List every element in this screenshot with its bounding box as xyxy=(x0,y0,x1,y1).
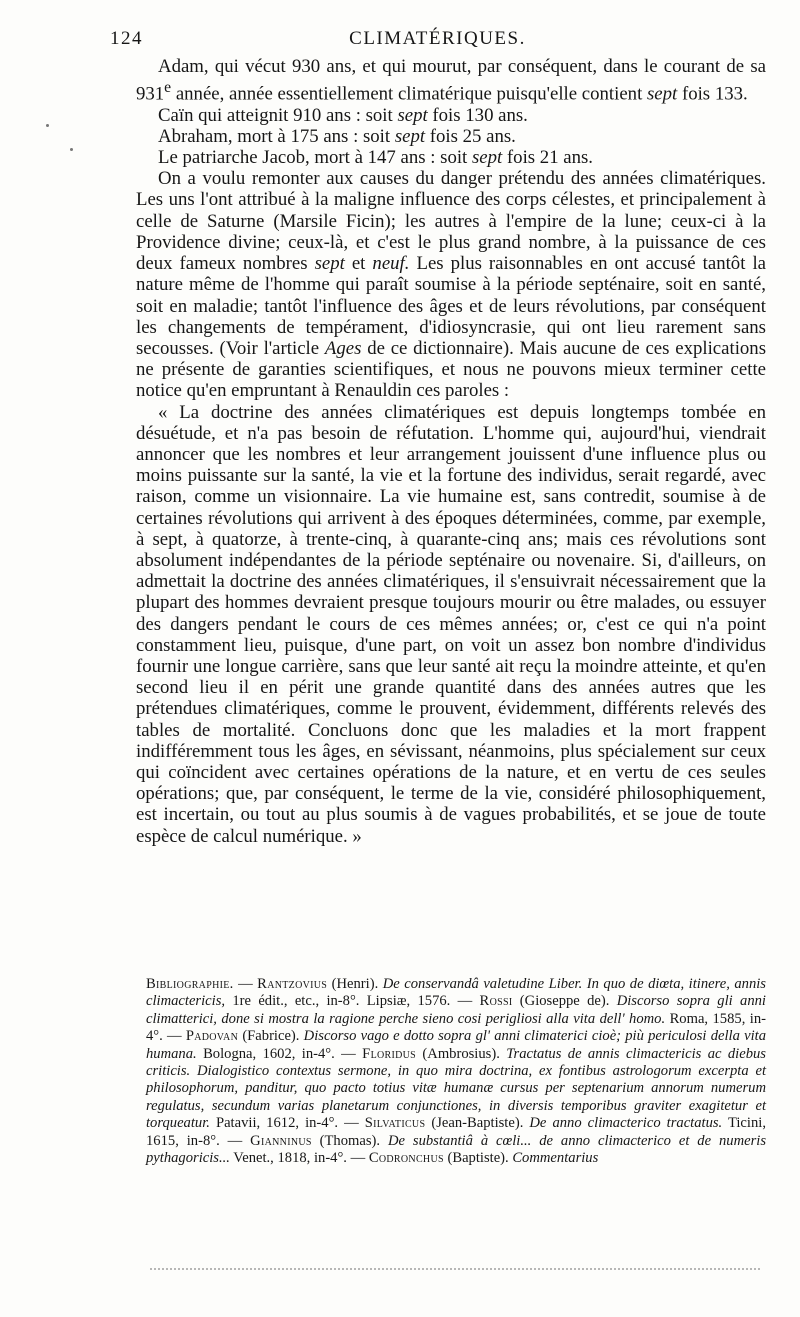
paragraph-adam: Adam, qui vécut 930 ans, et qui mourut, par conséquent, dans le courant de sa 931e année, année essentiellement climatérique puisqu'elle contient sept fois 133. xyxy=(136,56,766,105)
margin-speck xyxy=(46,124,49,127)
paragraph-cain: Caïn qui atteignit 910 ans : soit sept fois 130 ans. xyxy=(158,104,528,126)
page-header xyxy=(110,28,765,54)
bibliography xyxy=(146,976,766,1167)
article-body xyxy=(136,56,766,847)
bibliography-text: Bibliographie. — Rantzovius (Henri). De conservandâ valetudine Liber. In quo de diœta, itinere, annis climactericis, 1re édit., etc., in-8°. Lipsiæ, 1576. — Rossi (Gioseppe de). Discorso sopra gli anni climatterici, done si mostra la ragione perche sieno cosi perigliosi alla vita dell' homo. Roma, 1585, in-4°. — Padovan (Fabrice). Discorso vago e dotto sopra gl' anni climaterici cioè; più periculosi della vita humana. Bologna, 1602, in-4°. — Floridus (Ambrosius). Tractatus de annis climactericis ac diebus criticis. Dialogistico contextus sermone, in quo mira doctrina, ex fontibus astrologorum excerpta et philosophorum, panditur, quo pacto totius vitæ humanæ cursus per septenarium annorum numerum regulatus, secundum varias planetarum conjunctiones, in diversis temporibus graviter exagitetur et torqueatur. Patavii, 1612, in-4°. — Silvaticus (Jean-Baptiste). De anno climacterico tractatus. Ticini, 1615, in-8°. — Gianninus (Thomas). De substantiâ à cœli... de anno climacterico et de numeris pythagoricis... Venet., 1818, in-4°. — Codronchus (Baptiste). Commentarius xyxy=(146,976,767,1167)
paragraph-causes: On a voulu remonter aux causes du danger prétendu des années climatériques. Les uns l'ont attribué à la maligne influence des corps célestes, et principalement à celle de Saturne (Marsile Ficin); les autres à l'empire de la lune; ceux-ci à la Providence divine; ceux-là, et c'est le plus grand nombre, à la puissance de ces deux fameux nombres sept et neuf. Les plus raisonnables en ont accusé tantôt la nature même de l'homme qui paraît soumise à la période septénaire, soit en santé, soit en maladie; tantôt l'influence des âges et de leurs révolutions, par conséquent les changements de tempérament, d'idiosyncrasie, qui ont lieu rarement sans secousses. (Voir l'article Ages de ce dictionnaire). Mais aucune de ces explications ne présente de garanties scientifiques, et nous ne pouvons mieux terminer cette notice qu'en empruntant à Renauldin ces paroles : xyxy=(136,168,766,402)
paragraph-jacob: Le patriarche Jacob, mort à 147 ans : soit sept fois 21 ans. xyxy=(158,147,594,169)
paragraph-quotation: « La doctrine des années climatériques est depuis longtemps tombée en désuétude, et n'a pas besoin de réfutation. L'homme qui, aujourd'hui, viendrait annoncer que les nombres et leur arrangement jouissent d'une influence plus ou moins puissante sur la santé, la vie et la fortune des individus, serait regardé, avec raison, comme un visionnaire. La vie humaine est, sans contredit, soumise à de certaines révolutions qui arrivent à des époques déterminées, comme, par exemple, à sept, à quatorze, à trente-cinq, à quarante-cinq ans; mais ces révolutions sont absolument indépendantes de la période septénaire ou novenaire. Si, d'ailleurs, on admettait la doctrine des années climatériques, il s'ensuivrait nécessairement que la plupart des hommes devraient presque toujours mourir ou être malades, ou essuyer des dangers pendant le cours de ces mêmes années; or, c'est ce qui n'a point constamment lieu, puisque, d'une part, on voit un assez bon nombre d'individus fournir une longue carrière, sans que leur santé ait reçu la moindre atteinte, et qu'en second lieu il en périt une grande quantité dans des années autres que les prétendues climatériques, comme le prouvent, évidemment, différents relevés des tables de mortalité. Concluons donc que les maladies et la mort frappent indifféremment tous les âges, en sévissant, néanmoins, plus spécialement sur ceux qui coïncident avec certaines opérations de la nature, et en vertu de ces seules opérations; que, par conséquent, le terme de la vie, considéré philosophiquement, est incertain, ou tout au plus soumis à de vagues probabilités, et se joue de toute espèce de calcul numérique. » xyxy=(136,401,766,847)
bleed-through-marks xyxy=(150,1268,760,1276)
margin-speck xyxy=(70,148,73,151)
running-title: CLIMATÉRIQUES. xyxy=(349,28,526,49)
paragraph-abraham: Abraham, mort à 175 ans : soit sept fois 25 ans. xyxy=(158,125,516,147)
page-number: 124 xyxy=(110,28,143,49)
